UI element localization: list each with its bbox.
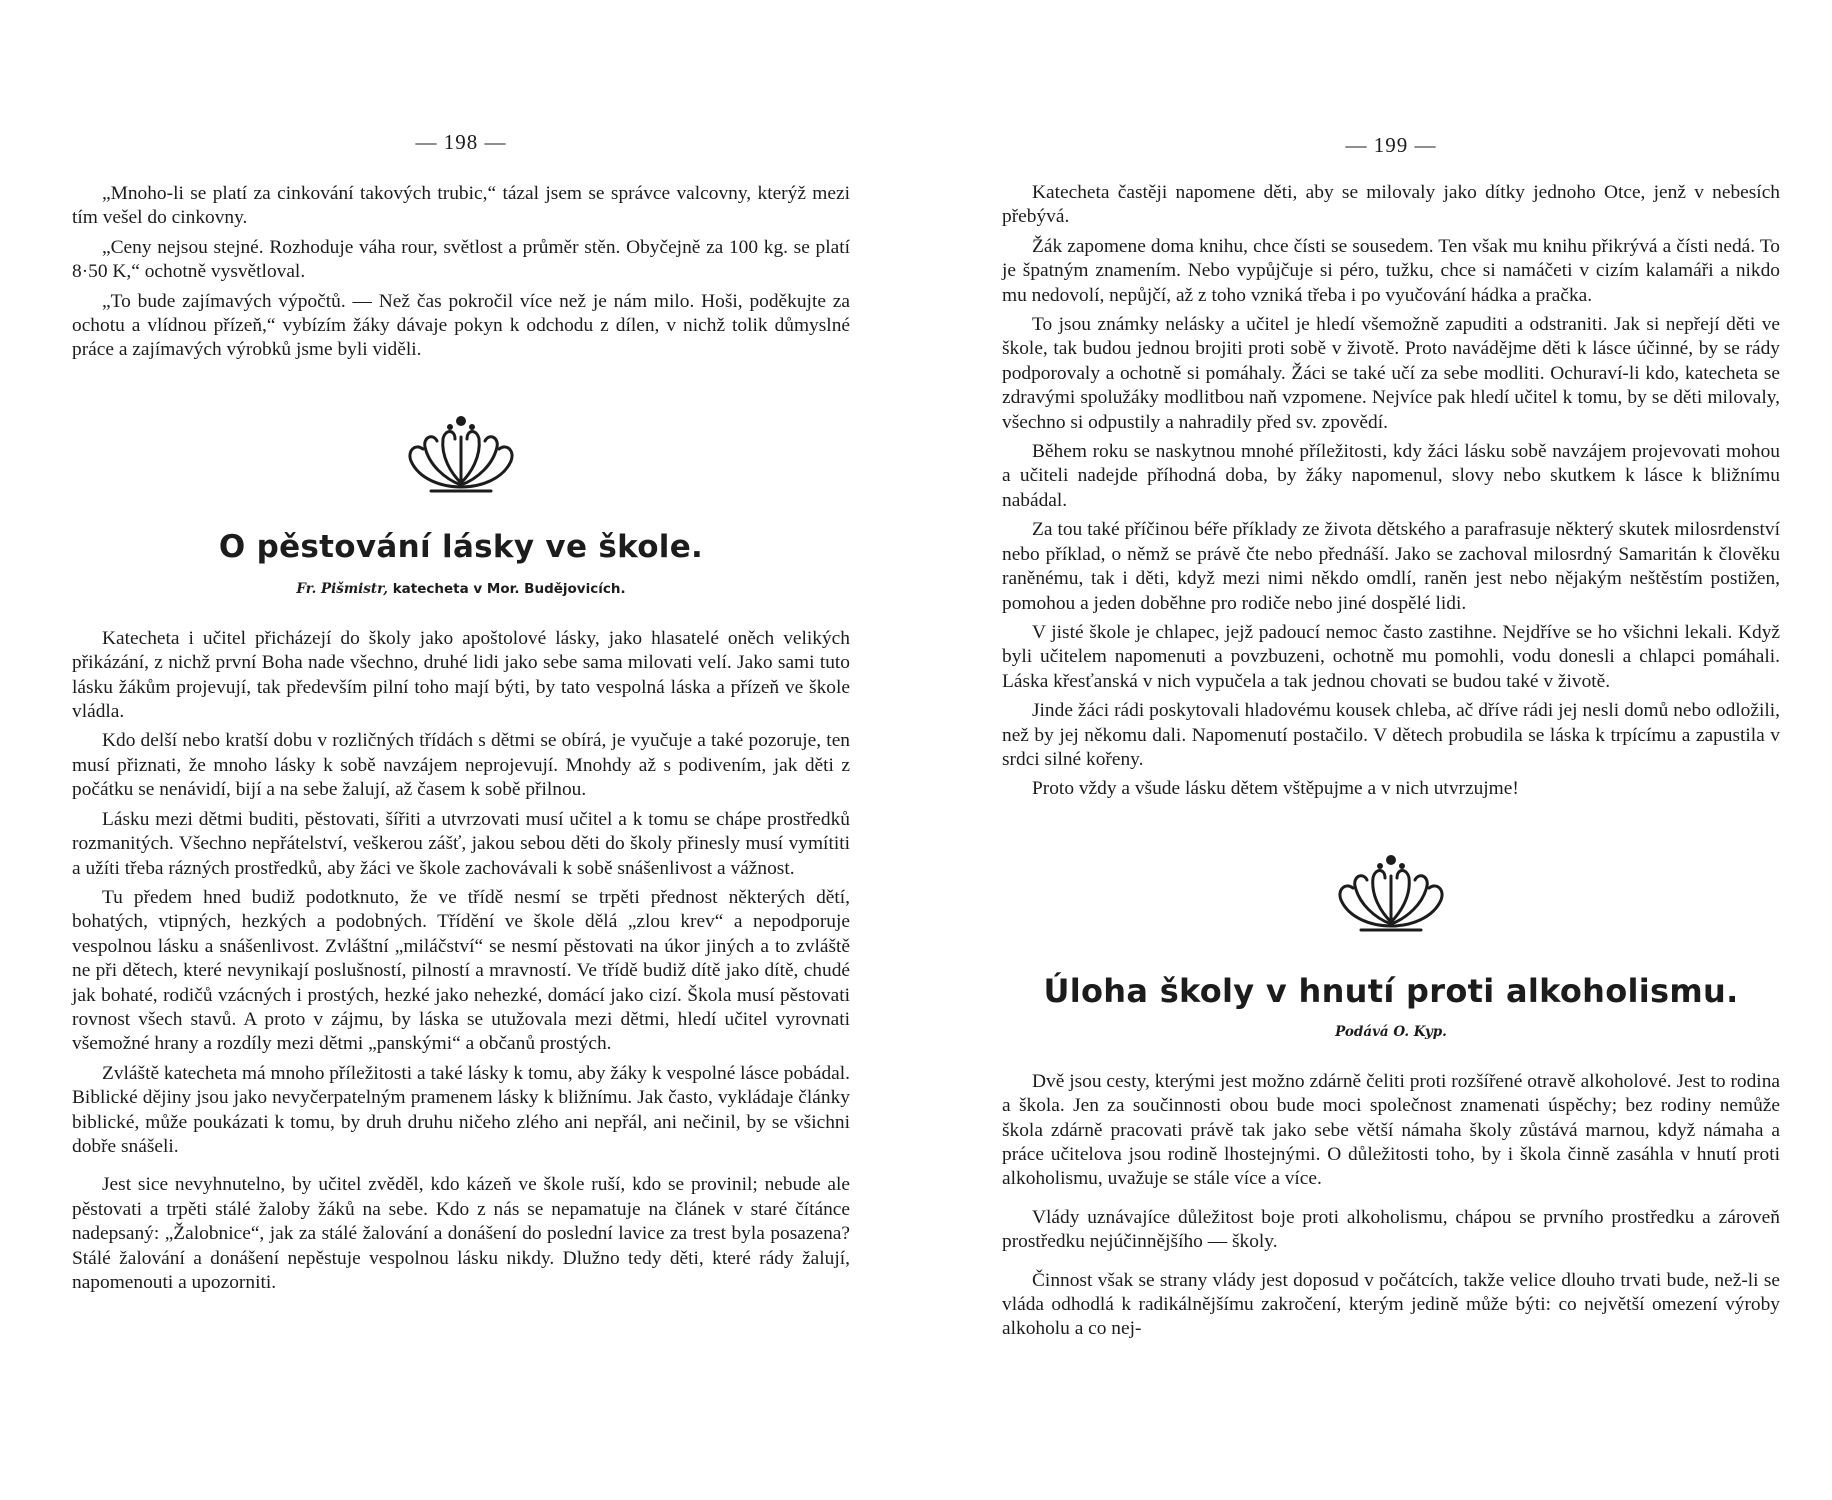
paragraph: To jsou známky nelásky a učitel je hledí všemožně zapuditi a odstraniti. Jak si nepřejí děti ve škole, tak budou jednou brojiti proti sobě v životě. Proto navádějme děti k lásce účinné, by se rády podporovaly a ochotně si pomáhaly. Žáci se také učí za sebe modliti. Ochuraví-li kdo, katecheta se zdravými spolužáky modlitbou naň vzpomene. Nejvíce pak hledí učitel k tomu, by se děti milovaly, všechno si odpustily a nahradily před sv. zpovědí.: [1002, 314, 1780, 433]
article-title: Úloha školy v hnutí proti alkoholismu.: [1043, 971, 1739, 1010]
article-text: [72, 627, 850, 1296]
paragraph: Jest sice nevyhnutelno, by učitel zvěděl, kdo kázeň ve škole ruší, kdo se provinil; nebude ale pěstovati a trpěti stálé žaloby žáků na sebe. Kdo z nás se nepamatuje na článek v staré čítánce nadepsaný: „Žalobnice“, jak za stálé žalování a donášení do poslední lavice za trest byla posazena? Stálé žalování a donášení nepěstuje vespolnou lásku nikdy. Dlužno tedy děti, které rády žalují, napomenouti a upozorniti.: [72, 1174, 850, 1293]
right-page: [1002, 0, 1780, 1347]
fleuron-ornament-icon: [1331, 838, 1451, 938]
left-page: [72, 0, 850, 1300]
article-text-2: [1002, 1070, 1780, 1342]
paragraph: Tu předem hned budiž podotknuto, že ve třídě nesmí se trpěti přednost některých dětí, bohatých, vtipných, hezkých a podobných. Třídění ve škole dělá „zlou krev“ a nepodporuje vespolnou lásku a snášenlivost. Zvláštní „miláčství“ se nesmí pěstovati na úkor jiných a to zvláště ne při dětech, které nevynikají poslušností, pilností a mravností. Ve třídě budiž dítě jako dítě, chudé jak bohaté, rodičů vzácných i prostých, hezké jako nehezké, domácí jako cizí. Škola musí pěstovati rovnost všech stavů. A proto v zájmu, by láska se utužovala mezi dětmi, hledí učitel vyrovnati všemožné hrany a rozdíly mezi dětmi „panskými“ a občanů prostých.: [72, 886, 850, 1055]
paragraph: V jisté škole je chlapec, jejž padoucí nemoc často zastihne. Nejdříve se ho všichni lekali. Když byli učitelem napomenuti a povzbuzeni, ochotně mu pomohli, vodu donesli a chlapci pomáhali. Láska křesťanská v nich vypučela a tak jednou chovati se budou také v životě.: [1002, 621, 1780, 692]
paragraph: Činnost však se strany vlády jest doposud v počátcích, takže velice dlouho trvati bude, než-li se vláda odhodlá k radikálnějšímu zakročení, kterým jedině může býti: co největší omezení výroby alkoholu a co nej-: [1002, 1269, 1780, 1340]
paragraph: Kdo delší nebo kratší dobu v rozličných třídách s dětmi se obírá, je vyučuje a také pozoruje, ten musí přiznati, že mnoho lásky k sobě navzájem neprojevují. Mnohdy až s podivením, jak děti z počátku se nenávidí, bijí a na sebe žalují, až časem k sobě přilnou.: [72, 730, 850, 801]
paragraph: „To bude zajímavých výpočtů. — Než čas pokročil více než je nám milo. Hoši, poděkujte za ochotu a vlídnou přízeň,“ vybízím žáky dávaje pokyn k odchodu z dílen, v nichž tolik důmyslné práce a zajímavých výrobků jsme byli viděli.: [72, 290, 850, 361]
paragraph: Za tou také příčinou béře příklady ze života dětského a parafrasuje některý skutek milosrdenství nebo příklad, o němž se právě čte nebo přednáší. Jako se zachoval milosrdný Samaritán k člověku raněnému, tak i děti, když mezi nimi někdo omdlí, raněn jest nebo nějakým neštěstím postižen, pomohou a jeden doběhne pro rodiče nebo jiné dospělé lidi.: [1002, 519, 1780, 614]
paragraph: Katecheta i učitel přicházejí do školy jako apoštolové lásky, jako hlasatelé oněch velikých přikázání, z nichž první Boha nade všechno, druhé lidi jako sebe sama milovati velí. Jako sami tuto lásku žákům projevují, tak především pilní toho mají býti, by tato vespolná láska a přízeň ve škole vládla.: [72, 627, 850, 723]
page-number: — 199 —: [1345, 133, 1437, 157]
article-text: [1002, 181, 1780, 802]
paragraph: Proto vždy a všude lásku dětem vštěpujme a v nich utvrzujme!: [1032, 778, 1519, 800]
paragraph: Lásku mezi dětmi buditi, pěstovati, šířiti a utvrzovati musí učitel a k tomu se chápe prostředků rozmanitých. Všechno nepřátelství, veškerou zášť, jakou sebou děti do školy přinesly musí vymítiti a užíti třeba rázných prostředků, aby žáci ve škole zachovávali k sobě snášenlivost a vážnost.: [72, 808, 850, 879]
page-number: — 198 —: [415, 130, 507, 154]
paragraph: Jinde žáci rádi poskytovali hladovému kousek chleba, ač dříve rádi jej nesli domů nebo odložili, než by jej někomu dali. Napomenutí postačilo. V dětech probudila se láska k trpícímu a zapustila v srdci silné kořeny.: [1002, 700, 1780, 770]
byline-author: Fr. Pišmistr,: [296, 580, 388, 597]
paragraph: „Ceny nejsou stejné. Rozhoduje váha rour, světlost a průměr stěn. Obyčejně za 100 kg. se platí 8·50 K,“ ochotně vysvětloval.: [72, 236, 850, 283]
paragraph: Katecheta častěji napomene děti, aby se milovaly jako dítky jednoho Otce, jenž v nebesích přebývá.: [1002, 182, 1780, 228]
byline-role: katecheta v Mor. Budějovicích.: [392, 580, 626, 597]
article-byline: [72, 581, 850, 597]
paragraph: Žák zapomene doma knihu, chce čísti se sousedem. Ten však mu knihu přikrývá a čísti nedá. To je špatným znamením. Nebo vypůjčuje si péro, tužku, chce si namáčeti v cizím kalamáři a nikdo mu nedovolí, nepůjčí, až z toho vzniká třeba i po vyučování hádka a pračka.: [1002, 235, 1780, 306]
paragraph: Během roku se naskytnou mnohé příležitosti, kdy žáci lásku sobě navzájem projevovati mohou a učiteli nadejde příhodná doba, by žáky napomenul, slovy nebo skutkem k lásce k bližnímu nabádal.: [1002, 441, 1780, 511]
paragraph: „Mnoho-li se platí za cinkování takových trubic,“ tázal jsem se správce valcovny, kterýž mezi tím vešel do cinkovny.: [72, 183, 850, 229]
byline-author: Podává O. Kyp.: [1335, 1023, 1447, 1040]
paragraph: Zvláště katecheta má mnoho příležitosti a také lásky k tomu, aby žáky k vespolné lásce pobádal. Biblické dějiny jsou jako nevyčerpatelným pramenem lásky k bližnímu. Jak často, vykládaje články biblické, může poukázati k tomu, by druh druhu ničeho zlého ani nepřál, ani nečinil, by se všichni dobře snášeli.: [72, 1062, 850, 1157]
fleuron-ornament-icon: [401, 399, 521, 499]
paragraph: Dvě jsou cesty, kterými jest možno zdárně čeliti proti rozšířené otravě alkoholové. Jest to rodina a škola. Jen za součinnosti obou bude moci společnost znamenati úspěchy; bez rodiny nemůže škola zdárně pracovati právě tak jako sebe větší námaha školy zůstává marnou, když námaha a práce učitelova jsou rodině lhostejnými. O důležitosti toho, by i škola činně zasáhla v hnutí proti alkoholismu, uvažuje se stále více a více.: [1002, 1070, 1780, 1190]
intro-text: [72, 182, 850, 363]
paragraph: Vlády uznávajíce důležitost boje proti alkoholismu, chápou se prvního prostředku a zároveň prostředku nejúčinnějšího — školy.: [1002, 1206, 1780, 1253]
article-byline: [1002, 1024, 1780, 1040]
article-title: O pěstování lásky ve škole.: [218, 528, 704, 565]
